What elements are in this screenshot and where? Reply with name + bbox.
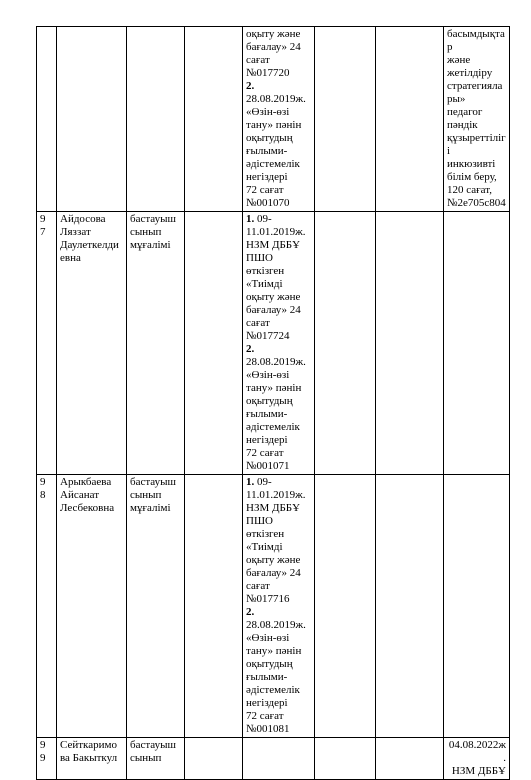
teacher-name — [57, 738, 127, 780]
course-info-line: негіздері — [246, 697, 288, 709]
recent-course-info-line: педагог пәндік — [447, 106, 483, 131]
empty-cell — [185, 27, 243, 212]
course-info-line: сағат — [246, 580, 270, 592]
course-info-line: оқыту және — [246, 28, 301, 40]
course-info-line: «Тиімді — [246, 278, 283, 290]
recent-course-info-line: №2e705c804 — [447, 197, 506, 209]
course-info-line: өткізген — [246, 265, 285, 277]
course-info-line: оқытудың — [246, 132, 293, 144]
teacher-name-line: Айдосова — [60, 213, 106, 225]
course-info-line: оқыту және — [246, 291, 301, 303]
table-row — [37, 27, 510, 212]
course-info-line: әдістемелік — [246, 158, 300, 170]
recent-course-info-line: білім беру, — [447, 171, 497, 183]
teacher-position — [127, 738, 185, 780]
row-number — [37, 475, 57, 738]
teacher-name-line: Ляззат — [60, 226, 91, 238]
table-row — [37, 212, 510, 475]
teacher-position-line: сынып — [130, 752, 162, 764]
course-info-line: ғылыми- — [246, 671, 288, 683]
course-info-line: сағат — [246, 317, 270, 329]
row-number — [37, 212, 57, 475]
teacher-name-line: евна — [60, 252, 81, 264]
course-info-line: №001081 — [246, 723, 290, 735]
teacher-position-line: бастауыш — [130, 213, 176, 225]
course-info-line: оқытудың — [246, 395, 293, 407]
course-info-line: 1. 09- — [246, 476, 272, 488]
course-info-line: 11.01.2019ж. — [246, 489, 306, 501]
teacher-name — [57, 212, 127, 475]
recent-course-info-line: 04.08.2022ж. — [448, 739, 506, 764]
empty-cell — [315, 475, 376, 738]
teacher-position-line: мұғалімі — [130, 239, 171, 251]
course-info-line: «Тиімді — [246, 541, 283, 553]
recent-course-info-line: 120 сағат, — [447, 184, 492, 196]
course-info — [243, 212, 315, 475]
empty-cell — [185, 475, 243, 738]
teacher-name-line: Арыкбаева — [60, 476, 112, 488]
course-info-line: НЗМ ДББҰ — [246, 239, 301, 251]
recent-course-info — [444, 27, 510, 212]
course-info-line: 2. — [246, 80, 255, 92]
course-info-line: ғылыми- — [246, 145, 288, 157]
teacher-name-line: Сейткаримо — [60, 739, 117, 751]
row-number-digit-line: 9 — [40, 739, 46, 751]
course-info-line: 11.01.2019ж. — [246, 226, 306, 238]
recent-course-info — [444, 738, 510, 780]
course-info-line: 72 сағат — [246, 447, 284, 459]
course-info-line: ғылыми- — [246, 408, 288, 420]
course-info-line: №017716 — [246, 593, 290, 605]
teacher-position-line: сынып — [130, 226, 162, 238]
course-info-line: 72 сағат — [246, 710, 284, 722]
teacher-position-line: бастауыш — [130, 739, 176, 751]
empty-cell — [376, 475, 444, 738]
course-info-line: 72 сағат — [246, 184, 284, 196]
course-info — [243, 27, 315, 212]
row-number-digit-line: 7 — [40, 226, 46, 238]
teacher-name-line: ва Бакыткул — [60, 752, 118, 764]
course-info-line: НЗМ ДББҰ — [246, 502, 301, 514]
teacher-position — [127, 475, 185, 738]
recent-course-info-line: стратегиялары» — [447, 80, 503, 105]
course-info-line: 28.08.2019ж. — [246, 356, 306, 368]
teacher-name-line: Лесбековна — [60, 502, 115, 514]
teacher-position-line: бастауыш — [130, 476, 176, 488]
empty-cell — [185, 212, 243, 475]
course-info-line: тану» пәнін — [246, 382, 302, 394]
recent-course-info-line: инкюзивті — [447, 158, 496, 170]
teacher-name-line: Айсанат — [60, 489, 100, 501]
course-info-line: 28.08.2019ж. — [246, 93, 306, 105]
course-info-line: 28.08.2019ж. — [246, 619, 306, 631]
row-number — [37, 27, 57, 212]
teacher-position — [127, 27, 185, 212]
course-info-line: негіздері — [246, 434, 288, 446]
recent-course-info — [444, 212, 510, 475]
row-number-digit-line: 9 — [40, 752, 46, 764]
row-number-digit-line: 9 — [40, 476, 46, 488]
empty-cell — [315, 27, 376, 212]
course-info-line: ПШО — [246, 252, 273, 264]
recent-course-info-line: құзыреттілігі — [447, 132, 506, 157]
empty-cell — [376, 738, 444, 780]
table-row — [37, 738, 510, 780]
recent-course-info-line: НЗМ ДББҰ — [451, 765, 506, 777]
row-number-digit-line: 8 — [40, 489, 46, 501]
course-info-line: бағалау» 24 — [246, 304, 301, 316]
staff-training-table — [36, 26, 510, 780]
course-info-line: әдістемелік — [246, 684, 300, 696]
course-info-line: №017724 — [246, 330, 290, 342]
course-info-line: әдістемелік — [246, 421, 300, 433]
course-info-line: оқыту және — [246, 554, 301, 566]
teacher-name — [57, 27, 127, 212]
empty-cell — [315, 212, 376, 475]
course-info-line: тану» пәнін — [246, 119, 302, 131]
course-info-line: 2. — [246, 606, 255, 618]
teacher-name — [57, 475, 127, 738]
recent-course-info-line: басымдықтар — [447, 28, 505, 53]
course-info-line: №017720 — [246, 67, 290, 79]
course-info-line: тану» пәнін — [246, 645, 302, 657]
course-info-line: №001071 — [246, 460, 290, 472]
recent-course-info-line: және жетілдіру — [447, 54, 493, 79]
course-info-line: 2. — [246, 343, 255, 355]
teacher-position-line: мұғалімі — [130, 502, 171, 514]
course-info-line: ПШО — [246, 515, 273, 527]
course-info-line: №001070 — [246, 197, 290, 209]
course-info-line: 1. 09- — [246, 213, 272, 225]
course-info-line: «Өзін-өзі — [246, 632, 290, 644]
course-info-line: «Өзін-өзі — [246, 106, 290, 118]
course-info-line: оқытудың — [246, 658, 293, 670]
course-info — [243, 738, 315, 780]
course-info-line: бағалау» 24 — [246, 567, 301, 579]
empty-cell — [315, 738, 376, 780]
recent-course-info — [444, 475, 510, 738]
empty-cell — [376, 212, 444, 475]
teacher-position-line: сынып — [130, 489, 162, 501]
course-info — [243, 475, 315, 738]
empty-cell — [185, 738, 243, 780]
course-info-line: бағалау» 24 — [246, 41, 301, 53]
course-info-line: негіздері — [246, 171, 288, 183]
table-row — [37, 475, 510, 738]
course-info-line: «Өзін-өзі — [246, 369, 290, 381]
teacher-name-line: Даулеткелди — [60, 239, 119, 251]
empty-cell — [376, 27, 444, 212]
row-number-digit-line: 9 — [40, 213, 46, 225]
course-info-line: сағат — [246, 54, 270, 66]
row-number — [37, 738, 57, 780]
course-info-line: өткізген — [246, 528, 285, 540]
teacher-position — [127, 212, 185, 475]
